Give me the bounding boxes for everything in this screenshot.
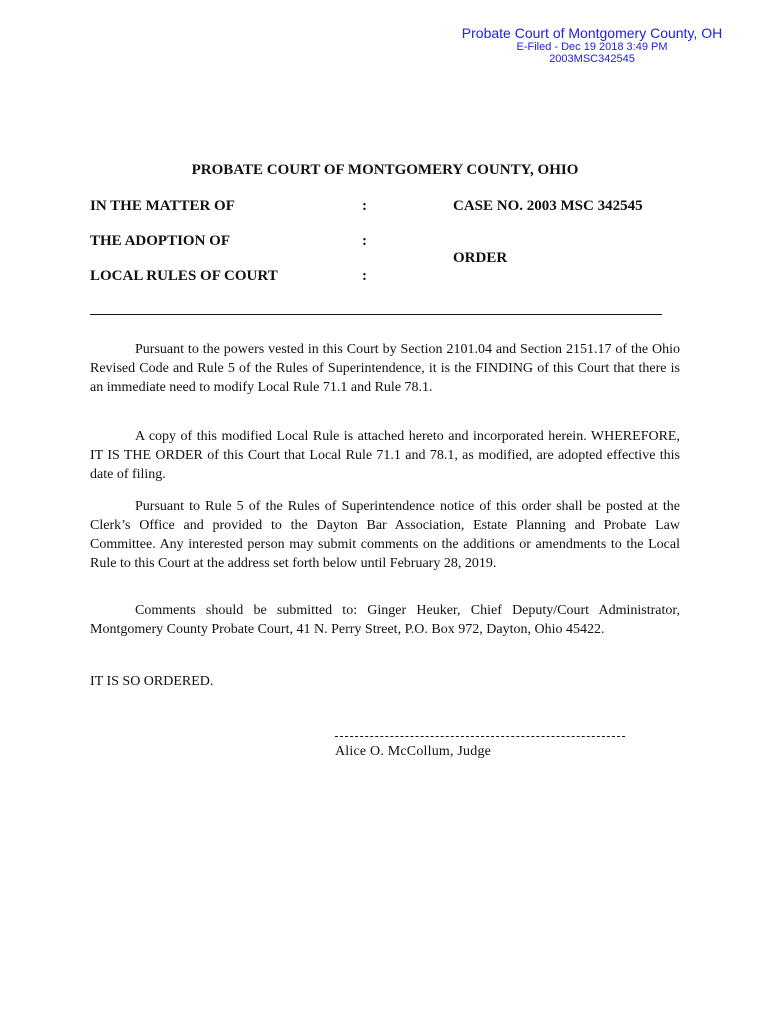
caption-colon-3: : <box>362 268 367 284</box>
caption-matter-of: IN THE MATTER OF <box>90 198 235 214</box>
paragraph-finding <box>90 340 680 397</box>
paragraph-finding-text: Pursuant to the powers vested in this Court by Section 2101.04 and Section 2151.17 of the Ohio Revised Code and Rule 5 of the Rules of Superintendence, it is the FINDING of this Court that there is an immediate need to modify Local Rule 71.1 and Rule 78.1. <box>90 342 680 395</box>
caption-colon-2: : <box>362 233 367 249</box>
caption-colon-1: : <box>362 198 367 214</box>
stamp-case-code: 2003MSC342545 <box>549 53 635 66</box>
stamp-filed-date: E-Filed - Dec 19 2018 3:49 PM <box>516 41 668 54</box>
caption-adoption-of: THE ADOPTION OF <box>90 233 231 249</box>
paragraph-comments-text: Comments should be submitted to: Ginger Heuker, Chief Deputy/Court Administrator, Montgomery County Probate Court, 41 N. Perry Street, P.O. Box 972, Dayton, Ohio 45422. <box>90 603 680 637</box>
stamp-court-name: Probate Court of Montgomery County, OH <box>461 25 723 41</box>
judge-signature-name: Alice O. McCollum, Judge <box>335 744 492 759</box>
court-heading: PROBATE COURT OF MONTGOMERY COUNTY, OHIO <box>191 162 579 178</box>
document-title: ORDER <box>453 250 508 266</box>
paragraph-order-text: A copy of this modified Local Rule is attached hereto and incorporated herein. WHEREFORE, IT IS THE ORDER of this Court that Local Rule 71.1 and 78.1, as modified, are adopted effective this date of filing. <box>90 429 680 482</box>
paragraph-comments <box>90 601 680 639</box>
so-ordered: IT IS SO ORDERED. <box>90 674 214 689</box>
paragraph-order <box>90 427 680 484</box>
caption-divider <box>90 314 662 315</box>
signature-line <box>335 736 625 737</box>
caption-local-rules: LOCAL RULES OF COURT <box>90 268 278 284</box>
case-number: CASE NO. 2003 MSC 342545 <box>453 198 643 214</box>
paragraph-notice <box>90 497 680 573</box>
e-filed-stamp <box>442 26 742 66</box>
paragraph-notice-text: Pursuant to Rule 5 of the Rules of Superintendence notice of this order shall be posted at the Clerk’s Office and provided to the Dayton Bar Association, Estate Planning and Probate Law Committee. Any interested person may submit comments on the additions or amendments to the Local Rule to this Court at the address set forth below until February 28, 2019. <box>90 499 680 571</box>
